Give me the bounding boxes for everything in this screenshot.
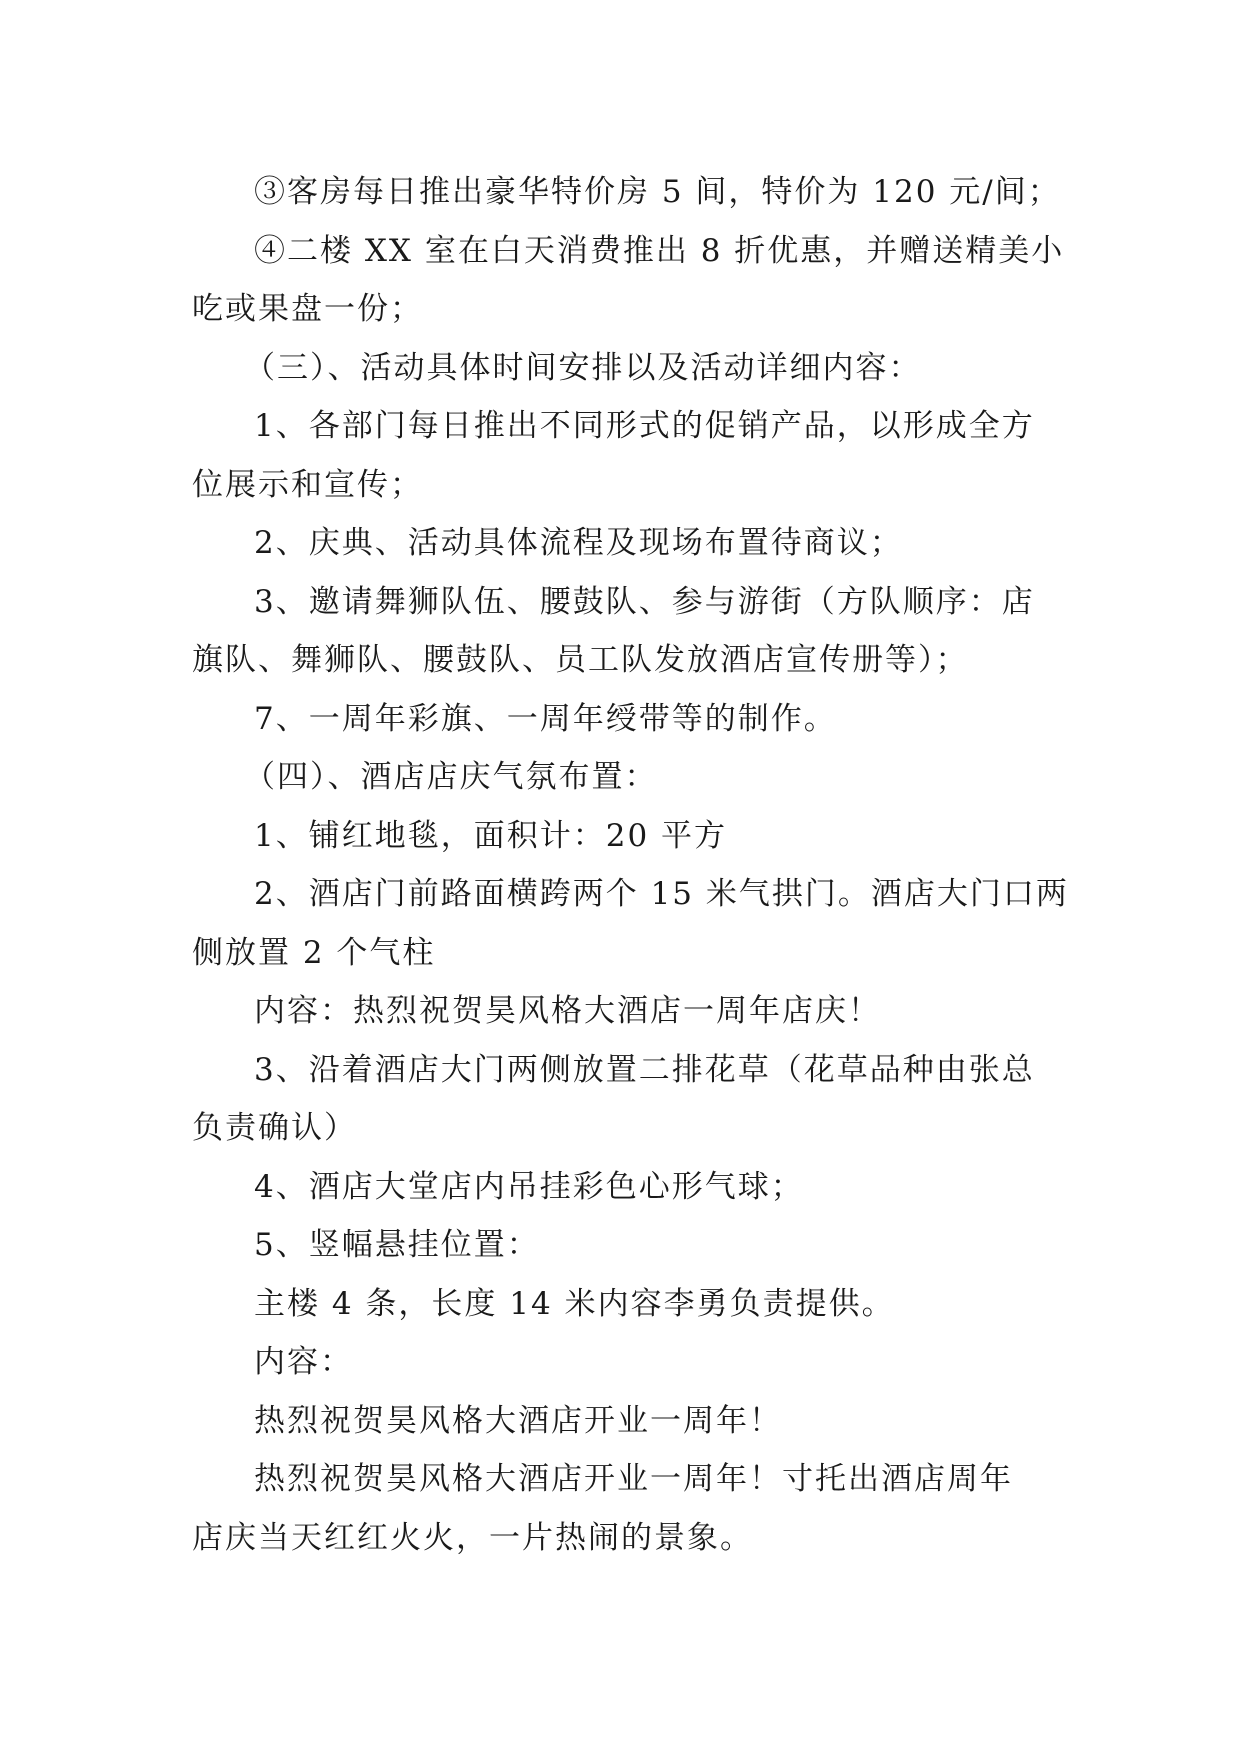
banner-content-text: [192, 1392, 1052, 1451]
text-line: 3、沿着酒店大门两侧放置二排花草（花草品种由张总: [254, 1051, 1035, 1088]
text-line: 负责确认）: [192, 1110, 357, 1146]
text-line: 位展示和宣传；: [192, 466, 423, 503]
text-line: 热烈祝贺昊风格大酒店开业一周年！寸托出酒店周年: [254, 1461, 1013, 1497]
arch-content: [192, 982, 1052, 1041]
text-line: 2、酒店门前路面横跨两个 15 米气拱门。酒店大门口两: [254, 876, 1069, 912]
item-3-parade: [192, 573, 1052, 690]
text-line: 店庆当天红红火火，一片热闹的景象。: [192, 1519, 753, 1556]
text-line: 7、一周年彩旗、一周年绶带等的制作。: [254, 700, 837, 737]
item-1-promotions: [192, 397, 1052, 514]
text-line: 内容：: [254, 1344, 353, 1380]
item-1-carpet: [192, 807, 1052, 866]
text-line: ④二楼 XX 室在白天消费推出 8 折优惠，并赠送精美小: [254, 232, 1065, 269]
text-line: 5、竖幅悬挂位置：: [254, 1227, 540, 1263]
section-heading: （四）、酒店店庆气氛布置：: [244, 759, 658, 795]
item-second-floor-discount: [192, 222, 1065, 339]
item-3-flowers: [192, 1041, 1052, 1158]
text-line: 内容：热烈祝贺昊风格大酒店一周年店庆！: [254, 993, 881, 1029]
section-heading-3: [192, 339, 1052, 398]
item-room-special: [192, 163, 1061, 222]
item-2-process: [192, 514, 1052, 573]
text-line: 吃或果盘一份；: [192, 291, 423, 327]
text-line: 热烈祝贺昊风格大酒店开业一周年！: [254, 1402, 782, 1439]
text-line: 1、各部门每日推出不同形式的促销产品，以形成全方: [254, 408, 1035, 444]
text-line: ③客房每日推出豪华特价房 5 间，特价为 120 元/间；: [254, 174, 1061, 210]
text-line: 4、酒店大堂店内吊挂彩色心形气球；: [254, 1168, 804, 1205]
text-line: 旗队、舞狮队、腰鼓队、员工队发放酒店宣传册等）；: [192, 642, 969, 678]
item-7-flags: [192, 690, 1052, 749]
section-heading-4: [192, 748, 1052, 807]
text-line: 主楼 4 条，长度 14 米内容李勇负责提供。: [254, 1285, 895, 1322]
text-line: 侧放置 2 个气柱: [192, 934, 436, 971]
banner-content-label: [192, 1333, 1052, 1392]
text-line: 3、邀请舞狮队伍、腰鼓队、参与游街（方队顺序：店: [254, 583, 1035, 620]
item-5-banners: [192, 1216, 1052, 1275]
item-4-balloons: [192, 1158, 1052, 1217]
section-heading: （三）、活动具体时间安排以及活动详细内容：: [244, 349, 922, 386]
closing-paragraph: [192, 1450, 1052, 1567]
document-body: [192, 163, 1069, 1567]
item-2-arches: [192, 865, 1069, 982]
text-line: 2、庆典、活动具体流程及现场布置待商议；: [254, 525, 903, 561]
banner-count: [192, 1275, 1052, 1334]
text-line: 1、铺红地毯，面积计：20 平方: [254, 817, 728, 854]
